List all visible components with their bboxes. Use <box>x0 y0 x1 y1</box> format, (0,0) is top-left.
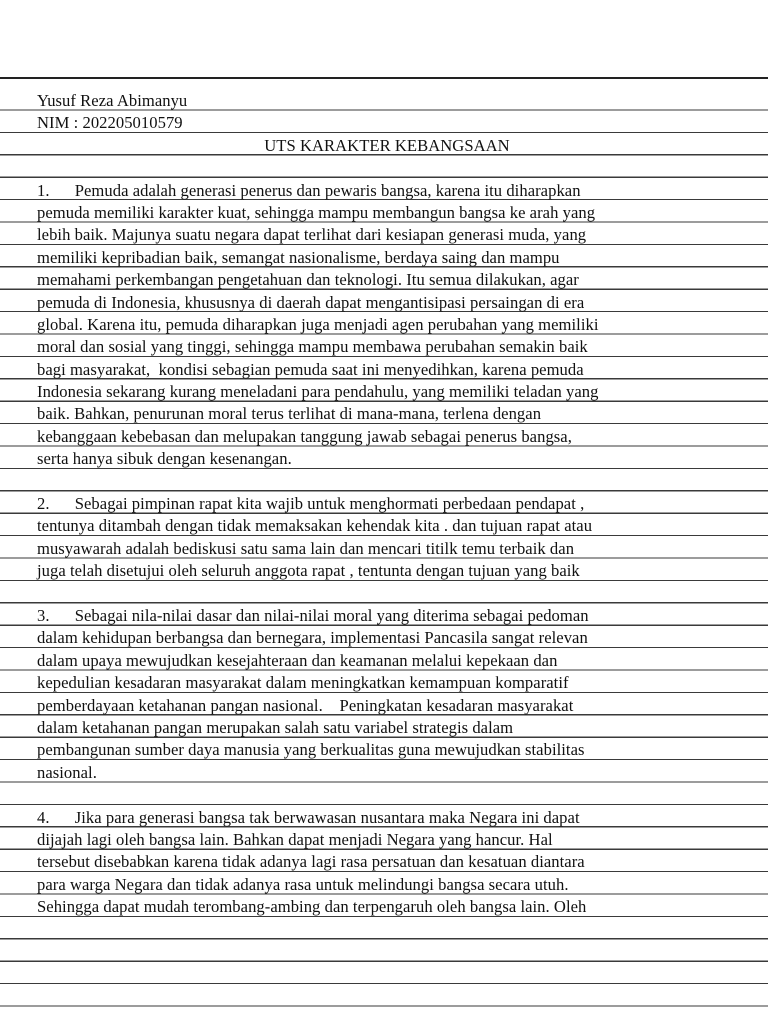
paragraph-line: 1. Pemuda adalah generasi penerus dan pewaris bangsa, karena itu diharapkan <box>37 180 581 200</box>
spacer <box>37 784 737 806</box>
spacer <box>37 583 737 605</box>
spacer <box>37 471 737 493</box>
paragraph-line: juga telah disetujui oleh seluruh anggota rapat , tentunta dengan tujuan yang baik <box>37 561 580 581</box>
paragraph-line: tentunya ditambah dengan tidak memaksakan kehendak kita . dan tujuan rapat atau <box>37 516 593 536</box>
paragraph-line: pemuda di Indonesia, khususnya di daerah dapat mengantisipasi persaingan di era <box>37 292 585 312</box>
paragraph-line: 3. Sebagai nila-nilai dasar dan nilai-nilai moral yang diterima sebagai pedoman <box>37 605 589 625</box>
paragraph-line: para warga Negara dan tidak adanya rasa untuk melindungi bangsa secara utuh. <box>37 874 569 894</box>
author-name: Yusuf Reza Abimanyu <box>37 91 188 110</box>
document-body <box>37 90 737 918</box>
paragraph-line: global. Karena itu, pemuda diharapkan juga menjadi agen perubahan yang memiliki <box>37 314 599 334</box>
paragraph-line: bagi masyarakat, kondisi sebagian pemuda saat ini menyedihkan, karena pemuda <box>37 359 584 379</box>
top-margin <box>0 0 768 77</box>
answer-2 <box>37 493 737 583</box>
paragraph-line: pemberdayaan ketahanan pangan nasional. Peningkatan kesadaran masyarakat <box>37 695 574 715</box>
student-id: NIM : 202205010579 <box>37 113 183 133</box>
spacer <box>37 157 737 179</box>
paragraph-line: kebanggaan kebebasan dan melupakan tanggung jawab sebagai penerus bangsa, <box>37 426 572 446</box>
paragraph-line: serta hanya sibuk dengan kesenangan. <box>37 449 292 469</box>
paragraph-line: dalam ketahanan pangan merupakan salah satu variabel strategis dalam <box>37 717 514 737</box>
paragraph-line: kepedulian kesadaran masyarakat dalam meningkatkan kemampuan komparatif <box>37 673 569 693</box>
paragraph-line: moral dan sosial yang tinggi, sehingga mampu membawa perubahan semakin baik <box>37 337 588 357</box>
paragraph-line: lebih baik. Majunya suatu negara dapat terlihat dari kesiapan generasi muda, yang <box>37 225 587 245</box>
paragraph-line: dalam kehidupan berbangsa dan bernegara, implementasi Pancasila sangat relevan <box>37 628 588 648</box>
paragraph-line: dijajah lagi oleh bangsa lain. Bahkan dapat menjadi Negara yang hancur. Hal <box>37 829 553 849</box>
paragraph-line: Sehingga dapat mudah terombang-ambing dan terpengaruh oleh bangsa lain. Oleh <box>37 897 587 917</box>
document-title: UTS KARAKTER KEBANGSAAN <box>264 135 510 155</box>
paragraph-line: tersebut disebabkan karena tidak adanya lagi rasa persatuan dan kesatuan diantara <box>37 852 585 872</box>
paragraph-line: memahami perkembangan pengetahuan dan teknologi. Itu semua dilakukan, agar <box>37 270 579 290</box>
paragraph-line: Indonesia sekarang kurang meneladani para pendahulu, yang memiliki teladan yang <box>37 382 599 402</box>
answer-1 <box>37 180 737 471</box>
answer-3 <box>37 605 737 784</box>
paragraph-line: pembangunan sumber daya manusia yang berkualitas guna mewujudkan stabilitas <box>37 740 585 760</box>
top-rule-line <box>0 77 768 79</box>
paragraph-line: pemuda memiliki karakter kuat, sehingga mampu membangun bangsa ke arah yang <box>37 202 596 222</box>
paragraph-line: baik. Bahkan, penurunan moral terus terlihat di mana-mana, terlena dengan <box>37 404 542 424</box>
paragraph-line: nasional. <box>37 762 97 782</box>
answer-4 <box>37 807 737 919</box>
paragraph-line: 2. Sebagai pimpinan rapat kita wajib untuk menghormati perbedaan pendapat , <box>37 494 585 514</box>
paragraph-line: 4. Jika para generasi bangsa tak berwawasan nusantara maka Negara ini dapat <box>37 807 580 827</box>
paragraph-line: dalam upaya mewujudkan kesejahteraan dan keamanan melalui kepekaan dan <box>37 650 558 670</box>
paragraph-line: memiliki kepribadian baik, semangat nasionalisme, berdaya saing dan mampu <box>37 247 560 267</box>
paragraph-line: musyawarah adalah bediskusi satu sama lain dan mencari titilk temu terbaik dan <box>37 538 575 558</box>
